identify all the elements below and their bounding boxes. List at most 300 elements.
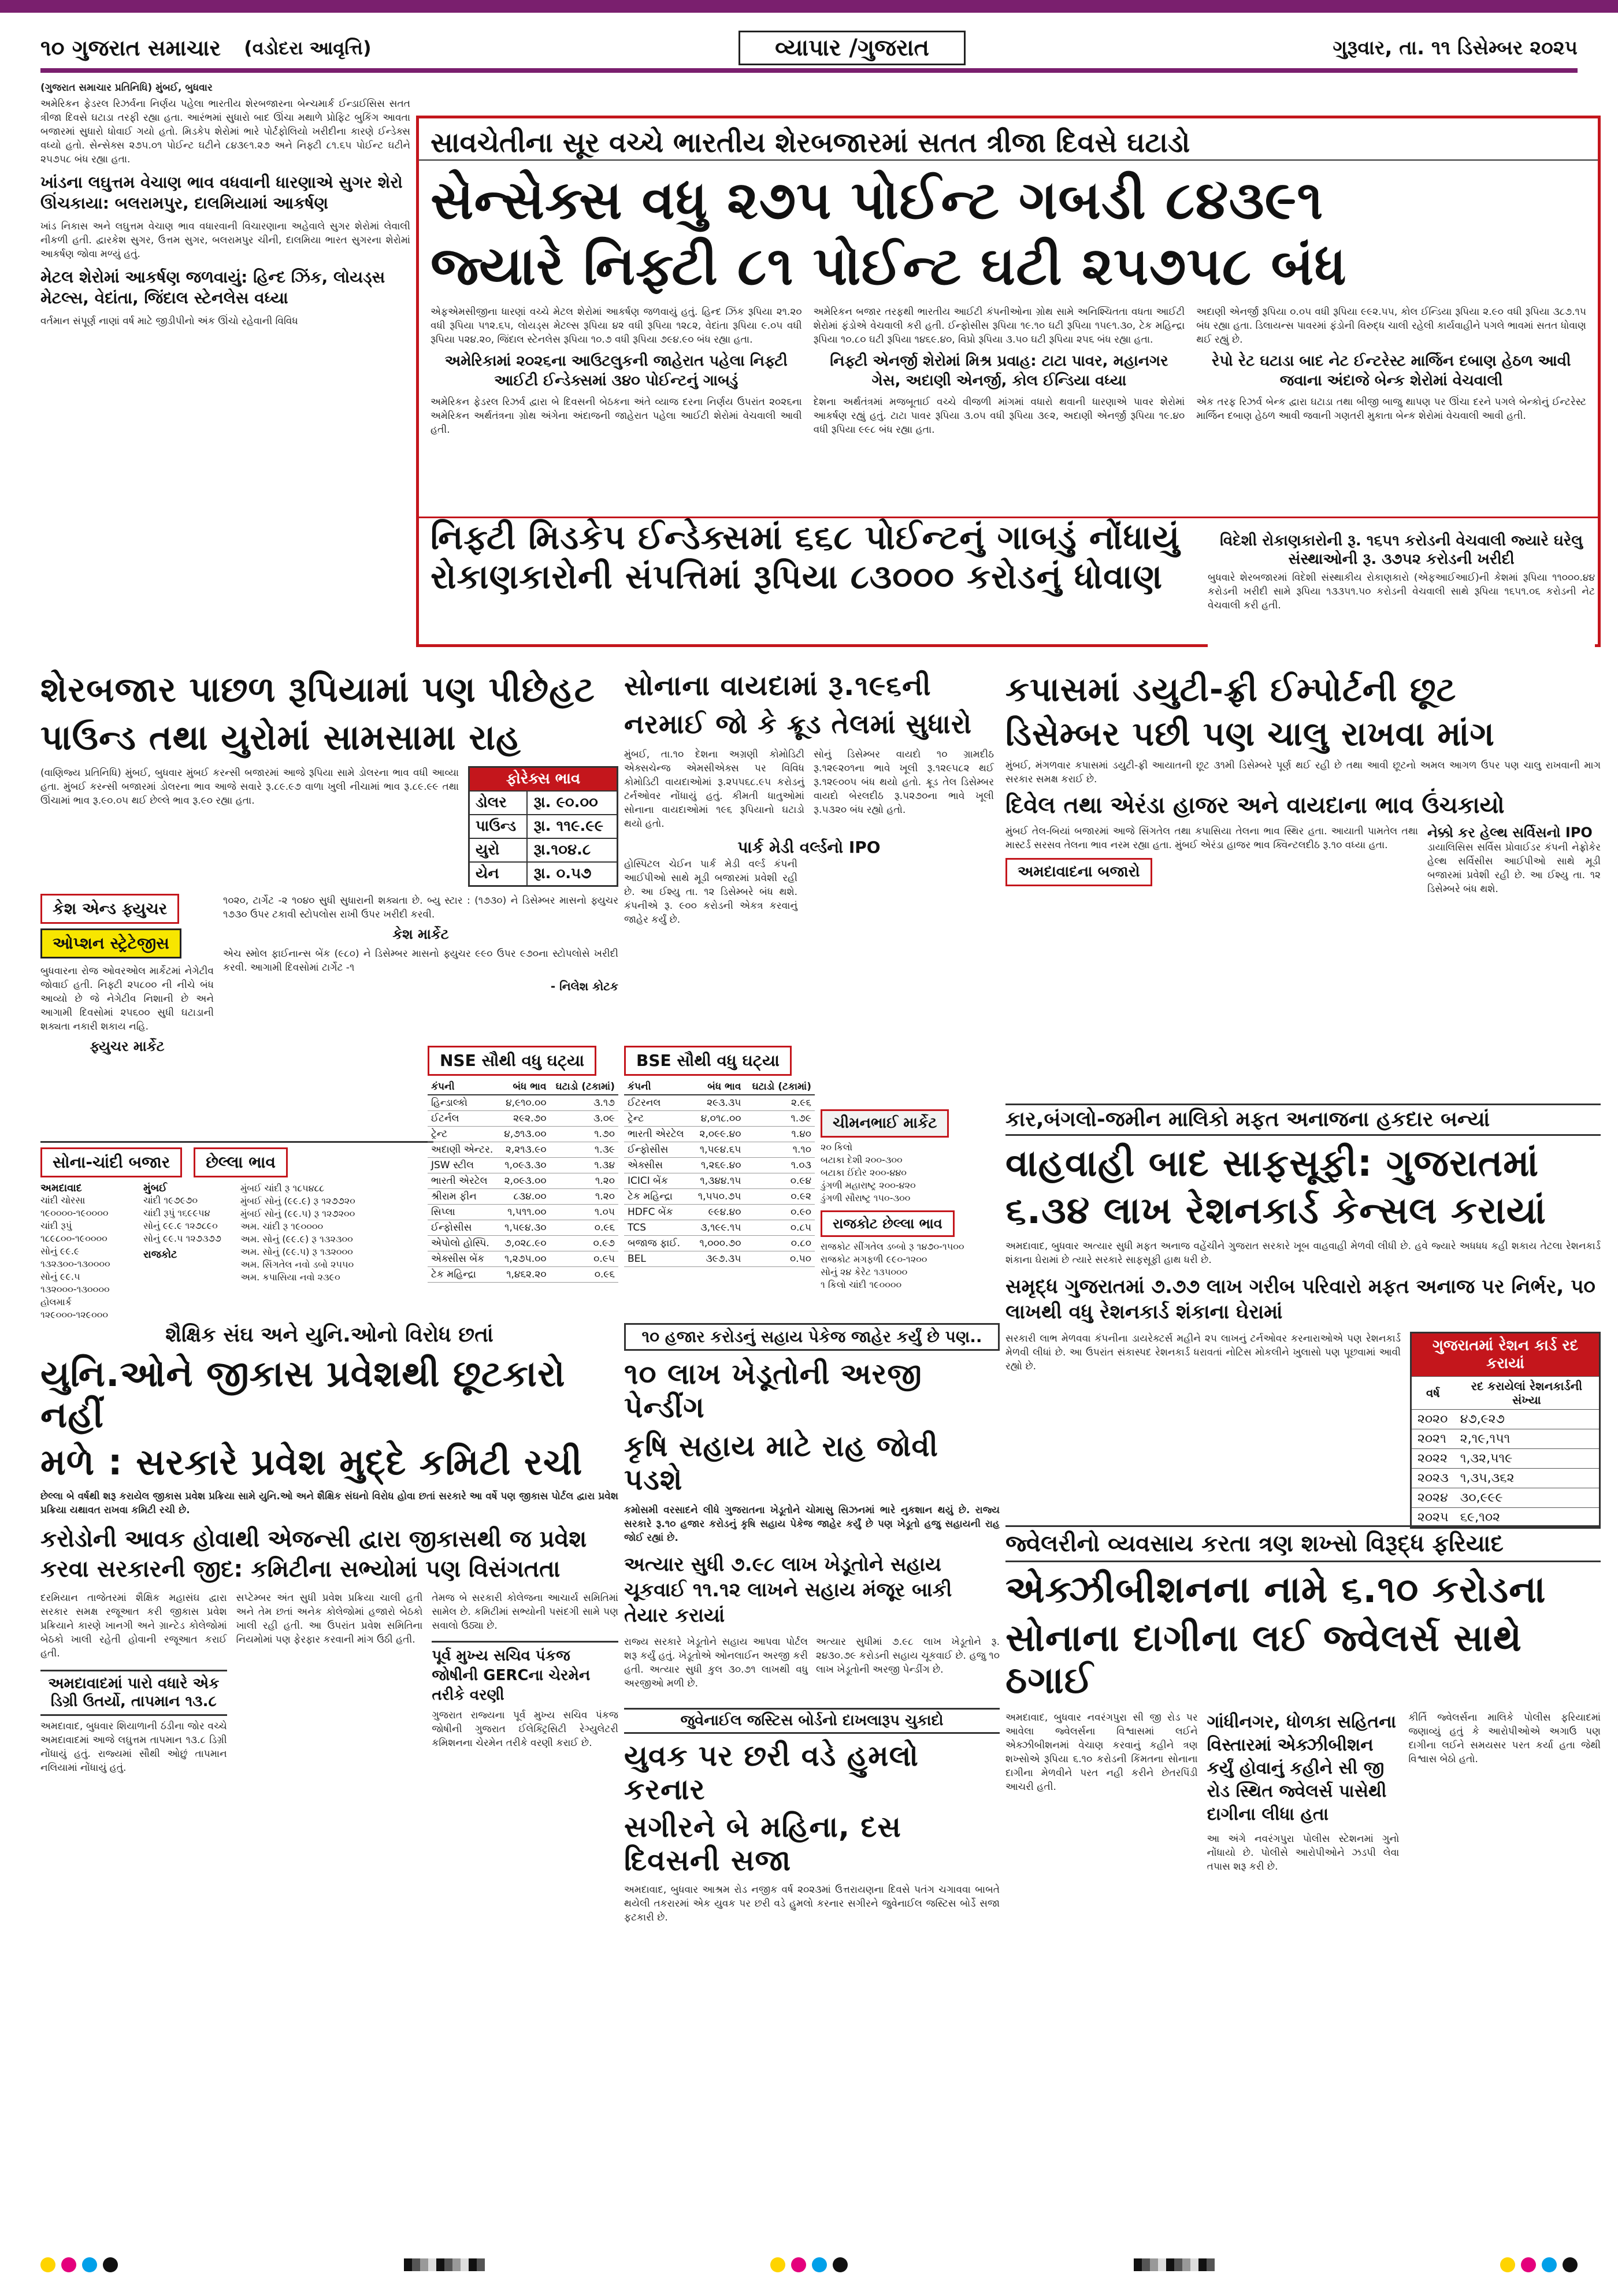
table-row [428, 1111, 618, 1127]
ration-cell: ૨૦૨૫ [1412, 1508, 1454, 1528]
rupee-body-2: ૧૦૨૦, ટાર્ગેટ -૨ ૧૦૪૦ સુધી સુધારાની શક્યતા છે. બ્યુ સ્ટાર : (૧૭૩૦) ને ડિસેમ્બર માસનો ફ્યુચર ૧૭૩૦ ઉપર ટકાવી સ્ટોપલોસ રાખી ઉપર ખરીદી કરવી. [223, 895, 618, 920]
lead-col4-sub-2: વિદેશી રોકાણકારોની રૂ. ૧૬૫૧ કરોડની વેચવાલી જ્યારે ઘરેલુ સંસ્થાઓની રૂ. ૩૭૫૨ કરોડની ખરીદી [1220, 532, 1583, 568]
table-cell: ૨,૨૧૩.૯૦ [499, 1142, 550, 1158]
lead-banner-1: નિફ્ટી મિડકેપ ઈન્ડેક્સમાં ૬૬૮ પોઈન્ટનું ગાબડું નોંધાયું [419, 517, 1598, 557]
black-dot-icon [833, 2257, 848, 2272]
rupee-labels-column [40, 894, 214, 1054]
lead-headline-2: જ્યારે નિફ્ટી ૮૧ પોઈન્ટ ઘટી ૨૫૭૫૮ બંધ [431, 235, 1347, 297]
bse-title: BSE સૌથી વધુ ઘટ્યા [624, 1046, 792, 1076]
rupee-body-3: બુધવારના રોજ ઓવરઓલ માર્કેટમાં નેગેટીવ જોવાઈ હતી. નિફ્ટી ૨૫૮૦૦ ની નીચે બંધ આવ્યો છે જે નેગેટીવ નિશાની છે અને આગામી દિવસોમાં ૨૫૬૦૦ સુધી ઘટાડાની શક્યતા નકારી શકાય નહિ. [40, 965, 214, 1032]
university-headline-1: યુનિ.ઓને જીકાસ પ્રવેશથી છૂટકારો નહીં [40, 1353, 566, 1436]
rupee-headline-1: શેરબજાર પાછળ રૂપિયામાં પણ પીછેહટ [40, 670, 595, 710]
lead-sub-4: નિફ્ટી એનર્જી શેરોમાં મિશ્ર પ્રવાહ: ટાટા પાવર, મહાનગર ગેસ, અદાણી એનર્જી, કોલ ઈન્ડિયા વધ્યા [830, 352, 1168, 389]
table-cell: ટેક મહિન્દ્રા [428, 1267, 499, 1283]
lead-body-columns [419, 297, 1598, 517]
table-row [624, 1158, 815, 1173]
table-cell: ૦.૯૨ [744, 1189, 815, 1205]
table-row [624, 1189, 815, 1205]
bullion-header [40, 1147, 433, 1177]
ration-headline-2: ૬.૩૪ લાખ રેશનકાર્ડ કેન્સલ કરાયાં [1005, 1189, 1546, 1232]
ration-row [1412, 1449, 1599, 1469]
last-rate-row: અમ. સિંગતેલ નવો ડબો ૨૫૫૦ [240, 1259, 354, 1270]
last-rate-row: મુંબઈ ચાંદી રૂ ૧૮૫૪૮૮ [240, 1183, 325, 1194]
jewellery-sub: ગાંધીનગર, ધોળકા સહિતના વિસ્તારમાં એક્ઝીબીશન કર્યું હોવાનું કહીને સી જી રોડ સ્થિત જ્વેલર્સ પાસેથી દાગીના લીધા હતા [1207, 1711, 1396, 1825]
table-header: બંધ ભાવ [499, 1079, 550, 1095]
rupee-body-4: એચ સ્મોલ ફાઈનાન્સ બેંક (૯૮૦) ને ડિસેમ્બર માસનો ફ્યુચર ૯૯૦ ઉપર ૯૭૦ના સ્ટોપલોસે ખરીદી કરવી. આગામી દિવસોમાં ટાર્ગેટ -૧ [223, 948, 618, 974]
table-cell: ૯૯૪.૪૦ [691, 1205, 744, 1220]
university-col-1 [40, 1591, 227, 1775]
ration-cell: ૨૦૨૧ [1412, 1429, 1454, 1449]
future-market-sub: ફ્યુચર માર્કેટ [90, 1038, 165, 1054]
bullion-rate-row: સોનું ૯૯.૯ ૧૩૨૩૦૦-૧૩૦૦૦૦ [40, 1246, 110, 1269]
bullion-rate-row: ચાંદી રૂપું ૧૮૯૮૦૦-૧૯૦૦૦૦ [40, 1220, 107, 1244]
bullion-rate-row: ચાંદી રૂપું ૧૬૯૯૫૪ [143, 1208, 210, 1218]
cyan-dot-icon [1542, 2257, 1557, 2272]
table-cell: ટેક મહિન્દ્રા [624, 1189, 691, 1205]
juvenile-kicker: જુવેનાઈલ જસ્ટિસ બોર્ડનો દાખલારૂપ ચુકાદો [624, 1708, 1000, 1734]
table-row [428, 1236, 618, 1251]
bullion-rate-row: સોનું ૯૯.૫ ૧૨૭૩૭૭ [143, 1233, 221, 1244]
bullion-body [40, 1182, 433, 1321]
yellow-dot-icon [770, 2257, 785, 2272]
juvenile-body: અમદાવાદ, બુધવાર આશ્રમ રોડ નજીક વર્ષ ૨૦૨૩માં ઉત્તરાયણના દિવસે પતંગ ચગાવવા બાબતે થયેલી તકરારમાં એક યુવક પર છરી વડે હુમલો કરનાર સગીરને જુવેનાઈલ જસ્ટિસ બોર્ડે સજા ફટકારી છે. [624, 1884, 1000, 1923]
ration-cell: ૬૯,૧૦૨ [1454, 1508, 1599, 1528]
chimanbhai-row: ડુંગળી સૌરાષ્ટ્ર ૧૫૦-૩૦૦ [821, 1192, 911, 1203]
cash-future-label: કેશ એન્ડ ફ્યુચર [40, 894, 179, 924]
ration-columns [1005, 1332, 1601, 1529]
lead-body-right-2: દેશના અર્થતંત્રમાં મજબૂતાઈ વચ્ચે વીજળી માંગમાં વધારો થવાની ધારણાએ પાવર શેરોમાં આકર્ષણ રહ્યું હતું. ટાટા પાવર રૂપિયા ૩.૦૫ વધી રૂપિયા ૩૯૨, અદાણી એનર્જી રૂપિયા ૧૯.૪૦ વધી રૂપિયા ૯૯૮ બંધ રહ્યા હતા. [813, 396, 1185, 436]
gerc-sub: પૂર્વ મુખ્ય સચિવ પંકજ જોષીની GERCના ચેરમેન તરીકે વરણી [432, 1641, 618, 1705]
black-dot-icon [103, 2257, 118, 2272]
table-cell: ૧.૦૫ [550, 1205, 618, 1220]
table-cell: ૦.૯૬ [550, 1267, 618, 1283]
chimanbhai-row: ડુંગળી મહારાષ્ટ્ર ૨૦૦-૪૨૦ [821, 1180, 916, 1191]
lead-body-center: એફએમસીજીના ધારણાં વચ્ચે મેટલ શેરોમાં આકર્ષણ જળવાયું હતું. હિન્દ ઝિંક રૂપિયા ૨૧.૨૦ વધી રૂપિયા ૫૧૨.૬૫, લોયડ્સ મેટલ્સ રૂપિયા ૪૨ વધી રૂપિયા ૧૨૮૨, વેદાંતા રૂપિયા ૯.૦૫ વધી રૂપિયા ૫૨૪.૨૦, જિંદાલ સ્ટેનલેસ રૂપિયા ૧૦.૭ વધી રૂપિયા ૭૯૪.૯૦ બંધ રહ્યા હતા. [431, 306, 802, 345]
university-body-2: સપ્ટેમ્બર અંત સુધી પ્રવેશ પ્રક્રિયા ચાલી હતી અને તેમ છતાં અનેક કોલેજોમાં હજારો બેઠકો ખાલી રહી હતી. આ ઉપરાંત પ્રવેશ સમિતિના નિયમોમાં પણ ફેરફાર કરવાની માંગ ઉઠી હતી. [236, 1592, 423, 1645]
ration-body-2: સરકારી લાભ મેળવવા કંપનીના ડાયરેક્ટર્સ મહીને ૨૫ લાખનું ટર્નઓવર કરનારાઓએ પણ રેશનકાર્ડ મેળવી લીધાં છે. આ ઉપરાંત સંકાસ્પદ રેશનકાર્ડ ધરાવતાં નોટિસ મોકલીને ખુલાસો પણ પૂછવામાં આવી રહ્યો છે. [1005, 1333, 1401, 1373]
park-ipo-label: પાર્ક મેડી વર્લ્ડનો IPO [737, 838, 881, 857]
table-cell: ૨૯૨.૭૦ [499, 1111, 550, 1127]
forex-title: ફોરેક્સ ભાવ [470, 768, 617, 790]
gold-body-2: સોનું ડિસેમ્બર વાયદો ૧૦ ગ્રામદીઠ રૂ.૧૨૯૨૦૧ના ભાવે ખૂલી રૂ.૧૨૯૫૮૨ થઈ રૂ.૧૨૯૦૦૫ બંધ થયો હતો. ક્રૂડ તેલ ડિસેમ્બર વાયદો બેરલદીઠ રૂ.૫૨૭૦ના ભાવે ખૂલી રૂ.૫૩૨૦ બંધ રહ્યો હતો. [814, 749, 994, 816]
table-cell: ૧,૫૯૪.૩૦ [499, 1220, 550, 1236]
chimanbhai-row: ૨૦ કિલો [821, 1142, 853, 1153]
juvenile-headline-1: યુવક પર છરી વડે હુમલો કરનાર [624, 1739, 919, 1806]
ration-header: રદ કરાયેલાં રેશનકાર્ડની સંખ્યા [1454, 1377, 1599, 1410]
jewellery-section [1005, 1525, 1601, 2242]
grey-scale-bar [404, 2258, 485, 2271]
cotton-sub-1: દિવેલ તથા એરંડા હાજર અને વાયદાના ભાવ ઉંચકાયો [1005, 792, 1505, 819]
nse-table-box [428, 1046, 618, 1317]
table-header: કંપની [624, 1079, 691, 1095]
farmers-lede: કમોસમી વરસાદને લીધે ગુજરાતના ખેડૂતોને ચોમાસુ સિઝનમાં ભારે નુકશાન થયું છે. રાજ્ય સરકારે રૂ.૧૦ હજાર કરોડનું કૃષિ સહાય પેકેજ જાહેર કર્યું છે પણ ખેડૂતો હજુ સહાયની રાહ જોઈ રહ્યાં છે. [624, 1504, 1000, 1544]
rajkot-row: રાજકોટ મગફળી ૯૯૦-૧૨૦૦ [821, 1254, 927, 1265]
forex-rate: રૂા.૧૦૪.૮ [527, 838, 617, 862]
lead-col4-body-3: બુધવારે શેરબજારમાં વિદેશી સંસ્થાકીય રોકાણકારો (એફઆઈઆઈ)ની કેશમાં રૂપિયા ૧૧૦૦૦.૪૪ કરોડની ખરીદી સામે રૂપિયા ૧૩૩૫૧.૫૦ કરોડની વેચવાલી સાથે રૂપિયા ૧૬૫૧.૦૬ કરોડની નેટ વેચવાલી કરી હતી. [1208, 572, 1595, 611]
table-row [624, 1111, 815, 1127]
ration-cell: ૨૦૨૦ [1412, 1410, 1454, 1429]
table-row [428, 1251, 618, 1267]
table-cell: ૧,૫૯૪.૬૫ [691, 1142, 744, 1158]
farmers-kicker: ૧૦ હજાર કરોડનું સહાય પેકેજ જાહેર કર્યું છે પણ.. [624, 1323, 1000, 1351]
rajkot-label: રાજકોટ છેલ્લા ભાવ [821, 1210, 955, 1237]
rupee-author: - નિલેશ કોટક [550, 979, 618, 993]
ahmedabad-markets-label: અમદાવાદના બજારો [1005, 858, 1152, 886]
jewellery-body-3: કીર્તિ જ્વેલર્સના માલિકે પોલીસ ફરિયાદમાં જણાવ્યું હતું કે આરોપીઓએ અગાઉ પણ દાગીના લઈને સમયસર પરત કર્યા હતા જેથી વિશ્વાસ બેઠો હતો. [1408, 1711, 1601, 1765]
table-cell: ભારતી એરટેલ [428, 1173, 499, 1189]
last-rates-list [240, 1182, 433, 1321]
table-cell: ૦.૯૦ [744, 1205, 815, 1220]
rajkot-row: સોનું ૨૪ કેરેટ ૧૩૫૦૦૦ [821, 1266, 908, 1277]
masthead [40, 30, 1578, 66]
jewellery-col-1 [1005, 1711, 1198, 1874]
table-cell: ૪,૯૧૦.૦૦ [499, 1095, 550, 1111]
table-cell: ૨.૯૬ [744, 1095, 815, 1111]
university-lede: છેલ્લા બે વર્ષથી શરૂ કરાયેલ જીકાસ પ્રવેશ પ્રક્રિયા સામે યુનિ.ઓ અને શૈક્ષિક સંઘનો વિરોધ હોવા છતાં સરકારે આ વર્ષે પણ જીકાસ પોર્ટલ દ્વારા પ્રવેશ પ્રક્રિયા યથાવત રાખવા કમિટી રચી છે. [40, 1490, 618, 1516]
juvenile-headline-2: સગીરને બે મહિના, દસ દિવસની સજા [624, 1810, 901, 1877]
table-header: કંપની [428, 1079, 499, 1095]
ration-body: અમદાવાદ, બુધવાર અત્યાર સુધી મફત અનાજ વહેંચીને ગુજરાત સરકારે ખૂબ વાહવાહી મેળવી લીધી છે. હવે જ્યારે અધધધ કહી શકાય તેટલા રેશનકાર્ડ શંકાના ઘેરામાં છે ત્યારે સરકારે સાફસૂફી હાથ ધરી છે. [1005, 1240, 1601, 1266]
table-header: ઘટાડો (ટકામાં) [744, 1079, 815, 1095]
table-cell: ૨,૦૯૯.૪૦ [691, 1127, 744, 1142]
rupee-headline-2: પાઉન્ડ તથા યુરોમાં સામસામા રાહ [40, 718, 521, 758]
table-cell: ૧,૫૫૦.૭૫ [691, 1189, 744, 1205]
table-cell: ઈટરનલ [624, 1095, 691, 1111]
yellow-dot-icon [1500, 2257, 1515, 2272]
table-cell: ૩,૧૯૯.૧૫ [691, 1220, 744, 1236]
ration-kicker: કાર,બંગલો-જમીન માલિકો મફત અનાજના હકદાર બન્યાં [1005, 1104, 1601, 1136]
chimanbhai-box [821, 1109, 994, 1317]
table-cell: ૪,૦૧૮.૦૦ [691, 1111, 744, 1127]
gold-headline-1: સોનાના વાયદામાં રૂ.૧૯૬ની [624, 670, 932, 702]
bse-table [624, 1079, 815, 1267]
university-kicker: શૈક્ષિક સંઘ અને યુનિ.ઓનો વિરોધ છતાં [165, 1323, 493, 1347]
weather-body: અમદાવાદ, બુધવાર શિયાળાની ઠંડીના જોર વચ્ચે અમદાવાદમાં આજે લઘુત્તમ તાપમાન ૧૩.૮ ડિગ્રી નોંધાયું હતું. રાજ્યમાં સૌથી ઓછું તાપમાન નલિયામાં નોંધાયું હતું. [40, 1720, 227, 1774]
rajkot-row: રાજકોટ સીંગતેલ ડબ્બો રૂ ૧૪૭૦-૧૫૦૦ [821, 1241, 964, 1252]
farmers-section [624, 1323, 1000, 2242]
cotton-headline-2: ડિસેમ્બર પછી પણ ચાલુ રાખવા માંગ [1005, 714, 1495, 753]
ration-cell: ૨,૧૯,૧૫૧ [1454, 1429, 1599, 1449]
university-body-3: તેમજ બે સરકારી કોલેજના આચાર્ય સમિતિમાં સામેલ છે. કમિટીમાં સભ્યોની પસંદગી સામે પણ સવાલો ઉઠ્યા છે. [432, 1592, 619, 1632]
cotton-headline-1: કપાસમાં ડયુટી-ફ્રી ઈમ્પોર્ટની છૂટ [1005, 670, 1457, 709]
table-cell: ઈન્ફોસીસ [428, 1220, 499, 1236]
bullion-rate-row: હોલમાર્ક ૧૨૯૦૦૦-૧૨૯૦૦૦ [40, 1296, 108, 1320]
gold-headline-2: નરમાઈ જો કે ક્રૂડ તેલમાં સુધારો [624, 708, 973, 740]
lead-banner-2: રોકાણકારોની સંપત્તિમાં રૂપિયા ૮૩૦૦૦ કરોડનું ધોવાણ [431, 557, 1163, 597]
ration-row [1412, 1508, 1599, 1528]
lead-kicker: સાવચેતીના સૂર વચ્ચે ભારતીય શેરબજારમાં સતત ત્રીજા દિવસે ઘટાડો [419, 118, 1598, 161]
bullion-label: સોના-ચાંદી બજાર [40, 1147, 182, 1177]
table-cell: ૧.૭૯ [744, 1111, 815, 1127]
table-cell: ૧.૩૪ [550, 1158, 618, 1173]
university-col-2 [236, 1591, 423, 1775]
forex-rate: રૂા. ૦.૫૭ [527, 862, 617, 885]
university-headline-2: મળે : સરકારે પ્રવેશ મુદ્દે કમિટી રચી [40, 1440, 583, 1483]
lead-dateline: (ગુજરાત સમાચાર પ્રતિનિધિ) મુંબઈ, બુધવાર [40, 82, 213, 94]
table-cell: ૪,૭૧૩.૦૦ [499, 1127, 550, 1142]
reg-dots-right [1500, 2257, 1578, 2272]
lead-col-center [431, 305, 802, 517]
table-cell: ૮૩૪.૦૦ [499, 1189, 550, 1205]
table-cell: TCS [624, 1220, 691, 1236]
table-cell: હિન્ડાલ્કો [428, 1095, 499, 1111]
table-cell: એપોલો હોસ્પિ. [428, 1236, 499, 1251]
table-cell: ૩૯૭.૩૫ [691, 1251, 744, 1267]
table-cell: ૦.૯૬ [550, 1220, 618, 1236]
table-row [624, 1236, 815, 1251]
table-cell: ૧,૦૦૦.૭૦ [691, 1236, 744, 1251]
table-cell: ૧.૨૦ [550, 1189, 618, 1205]
top-color-bar [0, 0, 1618, 13]
section-tag: વ્યાપાર /ગુજરાત [739, 31, 966, 65]
table-cell: ૨,૦૯૩.૦૦ [499, 1173, 550, 1189]
chimanbhai-row: બટાકા ઈંદોર ૨૦૦-૪૪૦ [821, 1167, 907, 1178]
lead-body-left-3: વર્તમાન સંપૂર્ણ નાણાં વર્ષ માટે જીડીપીનો અંક ઊંચો રહેવાની વિવિધ [40, 315, 298, 327]
forex-row [470, 791, 617, 815]
table-row [428, 1205, 618, 1220]
table-cell: ૧.૩૯ [550, 1142, 618, 1158]
table-cell: એક્સીસ બેંક [428, 1251, 499, 1267]
reg-dots-left [40, 2257, 118, 2272]
last-rate-row: અમ. ચાંદી રૂ ૧૯૦૦૦૦ [240, 1221, 324, 1232]
table-cell: BEL [624, 1251, 691, 1267]
yellow-dot-icon [40, 2257, 55, 2272]
jewellery-body-2: આ અંગે નવરંગપુરા પોલીસ સ્ટેશનમાં ગુનો નોંધાયો છે. પોલીસે આરોપીઓને ઝડપી લેવા તપાસ શરૂ કરી છે. [1207, 1833, 1400, 1873]
cotton-body-2: મુંબઈ તેલ-બિયાં બજારમાં આજે સિંગતેલ તથા કપાસિયા તેલના ભાવ સ્થિર હતા. આયાતી પામતેલ તથા માસ્ટર્ડ સરસવ તેલના ભાવ નરમ રહ્યા હતા. મુંબઈ એરંડા હાજર ભાવ ક્વિન્ટલદીઠ રૂ.૧૦ વધ્યા હતા. [1005, 826, 1418, 852]
nephro-ipo-label: નેક્કો કર હેલ્થ સર્વિસનો IPO [1427, 824, 1593, 841]
table-cell: ૧,૩૪૪.૧૫ [691, 1173, 744, 1189]
farmers-headline-2: કૃષિ સહાય માટે રાહ જોવી પડશે [624, 1429, 938, 1496]
gold-futures-section [624, 670, 994, 1040]
masthead-left [40, 35, 372, 61]
table-cell: એક્સીસ [624, 1158, 691, 1173]
ration-cell: ૪૭,૯૨૭ [1454, 1410, 1599, 1429]
table-cell: ૧.૭૦ [550, 1127, 618, 1142]
ration-sub-1: સમૃદ્ધ ગુજરાતમાં ૭.૭૭ લાખ ગરીબ પરિવારો મફત અનાજ પર નિર્ભર, ૫૦ લાખથી વધુ રેશનકાર્ડ શંકાના ઘેરામાં [1005, 1275, 1595, 1324]
masthead-rule [40, 68, 1578, 73]
bullion-mumbai-title: મુંબઈ [143, 1182, 168, 1194]
park-ipo-body: હોસ્પિટલ ચેઈન પાર્ક મેડી વર્લ્ડ કંપની આઈપીઓ સાથે મૂડી બજારમાં પ્રવેશી રહી છે. આ ઈશ્યુ તા. ૧૨ ડિસેમ્બરે બંધ થશે. કંપનીએ રૂ. ૯૦૦ કરોડની એકત્ર કરવાનું જાહેર કર્યું છે. [624, 859, 797, 926]
ration-cell: ૧,૩૫,૩૬૨ [1454, 1469, 1599, 1488]
rupee-cash-column [223, 894, 618, 1054]
table-cell: ૧,૨૭૫.૦૦ [499, 1251, 550, 1267]
lead-col4-body-2: એક તરફ રિઝર્વ બેન્ક દ્વારા ઘટાડા તથા બીજી બાજુ થાપણ પર ઊંચા દરને પગલે બેન્કોનું ઈન્ટરેસ્ટ માર્જિન દબાણ હેઠળ આવી જવાની ગણતરી મુકાતા બેન્ક શેરોમાં વેચવાલી આવી હતી. [1196, 396, 1586, 422]
last-rate-row: અમ. સોનું (૯૯.૫) રૂ ૧૩૨૦૦૦ [240, 1246, 353, 1257]
ration-header: વર્ષ [1412, 1377, 1454, 1410]
table-cell: ૧,૨૬૯.૪૦ [691, 1158, 744, 1173]
last-rates-label: છેલ્લા ભાવ [194, 1147, 288, 1177]
table-cell: ૦.૮૦ [744, 1236, 815, 1251]
table-cell: ૧.૦૩ [744, 1158, 815, 1173]
bullion-mumbai [143, 1182, 230, 1321]
university-sub: કરોડોની આવક હોવાથી એજન્સી દ્વારા જીકાસથી જ પ્રવેશ કરવા સરકારની જીદ: કમિટીના સભ્યોમાં પણ વિસંગતતા [40, 1525, 587, 1582]
table-cell: ૩.૦૯ [550, 1111, 618, 1127]
forex-rate: રૂા. ૯૦.૦૦ [527, 791, 617, 815]
ration-section [1005, 1104, 1601, 1525]
table-header: બંધ ભાવ [691, 1079, 744, 1095]
lead-sub-2: મેટલ શેરોમાં આકર્ષણ જળવાયું: હિન્દ ઝિંક, લોયડ્સ મેટલ્સ, વેદાંતા, જિંદાલ સ્ટેનલેસ વધ્યા [40, 268, 385, 307]
forex-currency: ડોલર [470, 791, 527, 815]
table-cell: ૨૯૩.૩૫ [691, 1095, 744, 1111]
rupee-top-row [40, 766, 618, 887]
forex-row [470, 815, 617, 838]
lead-col4-sub-1: રેપો રેટ ઘટાડા બાદ નેટ ઈન્ટરેસ્ટ માર્જિન દબાણ હેઠળ આવી જવાના અંદાજે બેન્ક શેરોમાં વેચવાલી [1211, 352, 1571, 389]
issue-date: ગુરૂવાર, તા. ૧૧ ડિસેમ્બર ૨૦૨૫ [1333, 36, 1578, 60]
gold-body: મુંબઈ, તા.૧૦ દેશના અગ્રણી કોમોડિટી એક્સચેન્જ એમસીએક્સ પર વિવિધ કોમોડિટી વાયદાઓમાં રૂ.૨૫૫૬૮.૯૫ કરોડનું ટર્નઓવર નોંધાયું હતું. કીમતી ધાતુઓમાં સોનાના વાયદાઓમાં ૧૯૬ રૂપિયાનો ઘટાડો થયો હતો. [624, 749, 804, 830]
edition: (વડોદરા આવૃત્તિ) [244, 36, 372, 59]
jewellery-headline-1: એક્ઝીબીશનના નામે ૬.૧૦ કરોડના [1005, 1569, 1546, 1611]
table-row [428, 1173, 618, 1189]
lead-sub-1: ખાંડના લઘુત્તમ વેચાણ ભાવ વધવાની ધારણાએ સુગર શેરો ઊંચકાયા: બલરામપુર, દાલમિયામાં આકર્ષણ [40, 173, 403, 213]
cyan-dot-icon [82, 2257, 97, 2272]
chimanbhai-label: ચીમનભાઈ માર્કેટ [821, 1109, 949, 1138]
lead-body-left-2: ખાંડ નિકાસ અને લઘુત્તમ વેચાણ ભાવ વધારવાની વિચારણાના અહેવાલે સુગર શેરોમાં લેવાલી નીકળી હતી. દ્વારકેશ સુગર, ઉત્તમ સુગર, બલરામપુર ચીની, દાલમિયા ભારત સુગરના શેરોમાં આકર્ષણ જોવા મળ્યું હતું. [40, 221, 410, 260]
table-cell: ૧.૪૦ [744, 1127, 815, 1142]
nse-table [428, 1079, 618, 1283]
table-row [428, 1127, 618, 1142]
ration-headline-1: વાહવાહી બાદ સાફસૂફી: ગુજરાતમાં [1005, 1142, 1539, 1185]
table-row [624, 1220, 815, 1236]
ration-cell: ૨૦૨૨ [1412, 1449, 1454, 1469]
black-dot-icon [1563, 2257, 1578, 2272]
table-cell: ટ્રેન્ટ [428, 1127, 499, 1142]
table-cell: ઈન્ફોસીસ [624, 1142, 691, 1158]
last-rate-row: મુંબઈ સોનું (૯૯.૯) રૂ ૧૨૭૭૨૦ [240, 1195, 355, 1206]
table-row [624, 1205, 815, 1220]
cotton-left-col [1005, 824, 1418, 896]
table-cell: ૩.૧૭ [550, 1095, 618, 1111]
ration-row [1412, 1469, 1599, 1488]
table-cell: ૧,૪૬૨.૨૦ [499, 1267, 550, 1283]
lead-body-left: અમેરિકન ફેડરલ રિઝર્વના નિર્ણય પહેલા ભારતીય શેરબજારના બેન્ચમાર્ક ઈન્ડાઈસિસ સતત ત્રીજા દિવસે ઘટાડા તરફી રહ્યા હતા. આરંભમાં સુધારો બાદ ઊંચા મથાળે પ્રોફિટ બુકિંગ આવતા બજારમાં સુધારો ધોવાઈ ગયો હતો. મિડકેપ શેરોમાં ભારે પોર્ટફોલિયો ખરીદીના કારણે ઈન્ડેક્સ વધ્યો હતો. સેન્સેક્સ ૨૭૫.૦૧ પોઈન્ટ ઘટીને ૮૪૩૯૧.૨૭ અને નિફ્ટી ૮૧.૬૫ પોઈન્ટ ઘટીને ૨૫૭૫૮ બંધ રહ્યા હતા. [40, 98, 410, 165]
farmers-headline-1: ૧૦ લાખ ખેડૂતોની અરજી પેન્ડીંગ [624, 1357, 922, 1424]
table-row [428, 1158, 618, 1173]
ration-table [1410, 1332, 1601, 1529]
bullion-rate-row: સોનું ૯૯.૯ ૧૨૭૮૯૦ [143, 1220, 218, 1231]
jewellery-body: અમદાવાદ, બુધવાર નવરંગપુરા સી જી રોડ પર આવેલા જ્વેલર્સના વિશ્વાસમાં લઈને એક્ઝીબીશનમાં વેચાણ કરવાનું કહીને ત્રણ શખ્સોએ રૂપિયા ૬.૧૦ કરોડની કિંમતના સોનાના દાગીના મેળવીને પરત નહી કરીને છેતરપિંડી આચરી હતી. [1005, 1711, 1198, 1793]
table-row [428, 1189, 618, 1205]
table-cell: ભારતી એરટેલ [624, 1127, 691, 1142]
forex-table [468, 766, 618, 887]
table-cell: HDFC બેંક [624, 1205, 691, 1220]
table-row [624, 1251, 815, 1267]
options-label: ઓપ્શન સ્ટ્રેટેજીસ [40, 928, 181, 958]
bullion-ahmedabad [40, 1182, 133, 1321]
last-rate-row: મુંબઈ સોનું (૯૯.૫) રૂ ૧૨૭૨૦૦ [240, 1208, 355, 1219]
cotton-section [1005, 670, 1601, 1098]
jewellery-col-2 [1207, 1711, 1400, 1874]
rupee-bottom-row [40, 894, 618, 1054]
ration-cell: ૧,૩૨,૫૧૯ [1454, 1449, 1599, 1469]
cotton-columns [1005, 824, 1601, 896]
jewellery-col-3 [1408, 1711, 1601, 1874]
lead-sub-3: અમેરિકામાં ૨૦૨૬ના આઉટલુકની જાહેરાત પહેલા નિફ્ટી આઈટી ઈન્ડેક્સમાં ૩૪૦ પોઈન્ટનું ગાબડું [444, 352, 788, 389]
nephro-ipo-body: ડાયાલિસિસ સર્વિસ પ્રોવાઈડર કંપની નેફ્રોકેર હેલ્થ સર્વિસીસ આઈપીઓ સાથે મૂડી બજારમાં પ્રવેશી રહી છે. આ ઈશ્યુ તા. ૧૨ ડિસેમ્બરે બંધ થશે. [1427, 842, 1601, 896]
table-row [624, 1142, 815, 1158]
lead-fii-panel [1208, 532, 1595, 647]
lead-col-right [814, 305, 1185, 517]
bse-table-box [624, 1046, 815, 1317]
table-row [428, 1095, 618, 1111]
grey-scale-bar [1134, 2258, 1215, 2271]
university-columns [40, 1591, 618, 1775]
ration-row [1412, 1488, 1599, 1508]
table-cell: ઈટર્નલ [428, 1111, 499, 1127]
chimanbhai-row: બટાકા દેશી ૨૦૦-૩૦૦ [821, 1154, 903, 1165]
farmers-body: રાજ્ય સરકારે ખેડૂતોને સહાય આપવા પોર્ટલ શરૂ કર્યું હતું. ખેડૂતોએ ઓનલાઈન અરજી કરી હતી. અત્યાર સુધી કુલ ૩૦.૭૧ લાખથી વધુ અરજીઓ મળી છે. [624, 1636, 808, 1689]
table-row [428, 1220, 618, 1236]
ration-row [1412, 1429, 1599, 1449]
reg-dots-center [770, 2257, 848, 2272]
table-row [624, 1127, 815, 1142]
forex-currency: યુરો [470, 838, 527, 862]
farmers-body-2: અત્યાર સુધીમાં ૭.૯૮ લાખ ખેડૂતોને રૂ. ૨૪૩૦.૭૯ કરોડની સહાય ચૂકવાઈ છે. હજુ ૧૦ લાખ ખેડૂતોની અરજી પેન્ડીંગ છે. [816, 1636, 1000, 1675]
last-rate-row: અમ. સોનું (૯૯.૯) રૂ ૧૩૨૩૦૦ [240, 1234, 353, 1244]
table-cell: ૦.૯૪ [744, 1173, 815, 1189]
ration-cell: ૨૦૨૩ [1412, 1469, 1454, 1488]
farmers-columns [624, 1635, 1000, 1691]
forex-row [470, 862, 617, 885]
cyan-dot-icon [812, 2257, 827, 2272]
university-col-3 [432, 1591, 618, 1775]
gold-columns [624, 748, 994, 831]
bullion-rate-row: ચાંદી ૧૯૭૯૭૦ [143, 1195, 198, 1206]
forex-currency: યેન [470, 862, 527, 885]
rupee-body: (વાણિજ્ય પ્રતિનિધિ) મુંબઈ, બુધવાર મુંબઈ કરન્સી બજારમાં આજે રૂપિયા સામે ડોલરના ભાવ વધી આવ્યા હતા. મુંબઈ કરન્સી બજારમાં ડોલરના ભાવ આજે સવારે રૂ.૮૯.૯૭ વાળા ખુલી નીચામાં ભાવ રૂ.૮૯.૯૯ તથા ઊંચામાં ભાવ રૂ.૯૦.૦૫ થઈ છેલ્લે ભાવ રૂ.૯૦ રહ્યા હતા. [40, 767, 459, 807]
university-body: દરમિયાન તાજેતરમાં શૈક્ષિક મહાસંઘ દ્વારા સરકાર સમક્ષ રજૂઆત કરી જીકાસ પ્રવેશ પ્રક્રિયાને કારણે ખાનગી અને ગ્રાન્ટેડ કોલેજોમાં બેઠકો ખાલી રહેતી હોવાની રજૂઆત કરાઈ હતી. [40, 1592, 227, 1659]
cotton-ipo-col [1427, 824, 1601, 896]
ration-cell: ૨૦૨૪ [1412, 1488, 1454, 1508]
university-section [40, 1323, 618, 2242]
forex-currency: પાઉન્ડ [470, 815, 527, 838]
table-cell: ૧,૦૯૩.૩૦ [499, 1158, 550, 1173]
bullion-section [40, 1141, 433, 1320]
table-row [624, 1173, 815, 1189]
page-label: ૧૦ ગુજરાત સમાચાર [40, 35, 221, 61]
bullion-rate-row: સોનું ૯૯.૫ ૧૩૨૦૦૦-૧૩૦૦૦૦ [40, 1271, 110, 1295]
table-cell: ૦.૫૦ [744, 1251, 815, 1267]
lead-body-right: અમેરિકન બજાર તરફથી ભારતીય આઈટી કંપનીઓના ગ્રોથ સામે અનિશ્ચિતતા વધતા આઈટી શેરોમાં ફંડોએ વેચવાલી કરી હતી. ઈન્ફોસીસ રૂપિયા ૧૯.૧૦ ઘટી રૂપિયા ૧૫૯૧.૩૦, ટેક મહિન્દ્રા રૂપિયા ૧૦.૮૦ ઘટી રૂપિયા ૧૪૬૯.૪૦, વિપ્રો રૂપિયા ૩.૫૦ ઘટી રૂપિયા ૨૫૬ બંધ રહ્યા હતા. [813, 306, 1185, 345]
ration-table-title: ગુજરાતમાં રેશન કાર્ડ રદ કરાયાં [1412, 1333, 1599, 1376]
bullion-rajkot-title: રાજકોટ [143, 1249, 177, 1261]
gerc-body: ગુજરાત રાજ્યના પૂર્વ મુખ્ય સચિવ પંકજ જોષીની ગુજરાત ઈલેક્ટ્રિસિટી રેગ્યુલેટરી કમિશનના ચેરમેન તરીકે વરણી કરાઈ છે. [432, 1709, 619, 1749]
table-row [428, 1267, 618, 1283]
table-cell: JSW સ્ટીલ [428, 1158, 499, 1173]
farmers-sub: અત્યાર સુધી ૭.૯૮ લાખ ખેડૂતોને સહાય ચૂકવાઈ ૧૧.૧૨ લાખને સહાય મંજૂર બાકી તેયાર કરાયાં [624, 1553, 952, 1627]
table-cell: ૦.૯૫ [550, 1251, 618, 1267]
rajkot-row: ૧ કિલો ચાંદી ૧૯૦૦૦૦ [821, 1279, 902, 1290]
table-cell: ૧.૧૦ [744, 1142, 815, 1158]
table-cell: ICICI બેંક [624, 1173, 691, 1189]
forex-row [470, 838, 617, 862]
ration-cell: ૩૦,૯૯૯ [1454, 1488, 1599, 1508]
magenta-dot-icon [791, 2257, 806, 2272]
table-row [624, 1095, 815, 1111]
table-cell: શ્રીરામ ફીન [428, 1189, 499, 1205]
lead-headline-1: સેન્સેક્સ વધુ ૨૭૫ પોઈન્ટ ગબડી ૮૪૩૯૧ [431, 169, 1324, 231]
lead-col4-body: અદાણી એનર્જી રૂપિયા ૦.૦૫ વધી રૂપિયા ૯૯૨.૫૫, કોલ ઈન્ડિયા રૂપિયા ૨.૯૦ વધી રૂપિયા ૩૮૭.૧૫ બંધ રહ્યા હતા. ડિલાયન્સ પાવરમાં ફંડોની વિરુદ્ધ ચાલી રહેલી કાર્યવાહીને પગલે ભાવમાં સતત ધોવાણ થઈ રહ્યું છે. [1196, 306, 1586, 345]
ration-row [1412, 1410, 1599, 1429]
nse-title: NSE સૌથી વધુ ઘટ્યા [428, 1046, 596, 1076]
table-cell: બજાજ ફાઈ. [624, 1236, 691, 1251]
table-row [428, 1142, 618, 1158]
lead-col-far-right [1196, 305, 1586, 517]
table-header: ઘટાડો (ટકામાં) [550, 1079, 618, 1095]
bullion-ahmedabad-title: અમદાવાદ [40, 1182, 82, 1194]
magenta-dot-icon [61, 2257, 76, 2272]
table-cell: ૦.૯૭ [550, 1236, 618, 1251]
table-cell: ૧.૨૦ [550, 1173, 618, 1189]
